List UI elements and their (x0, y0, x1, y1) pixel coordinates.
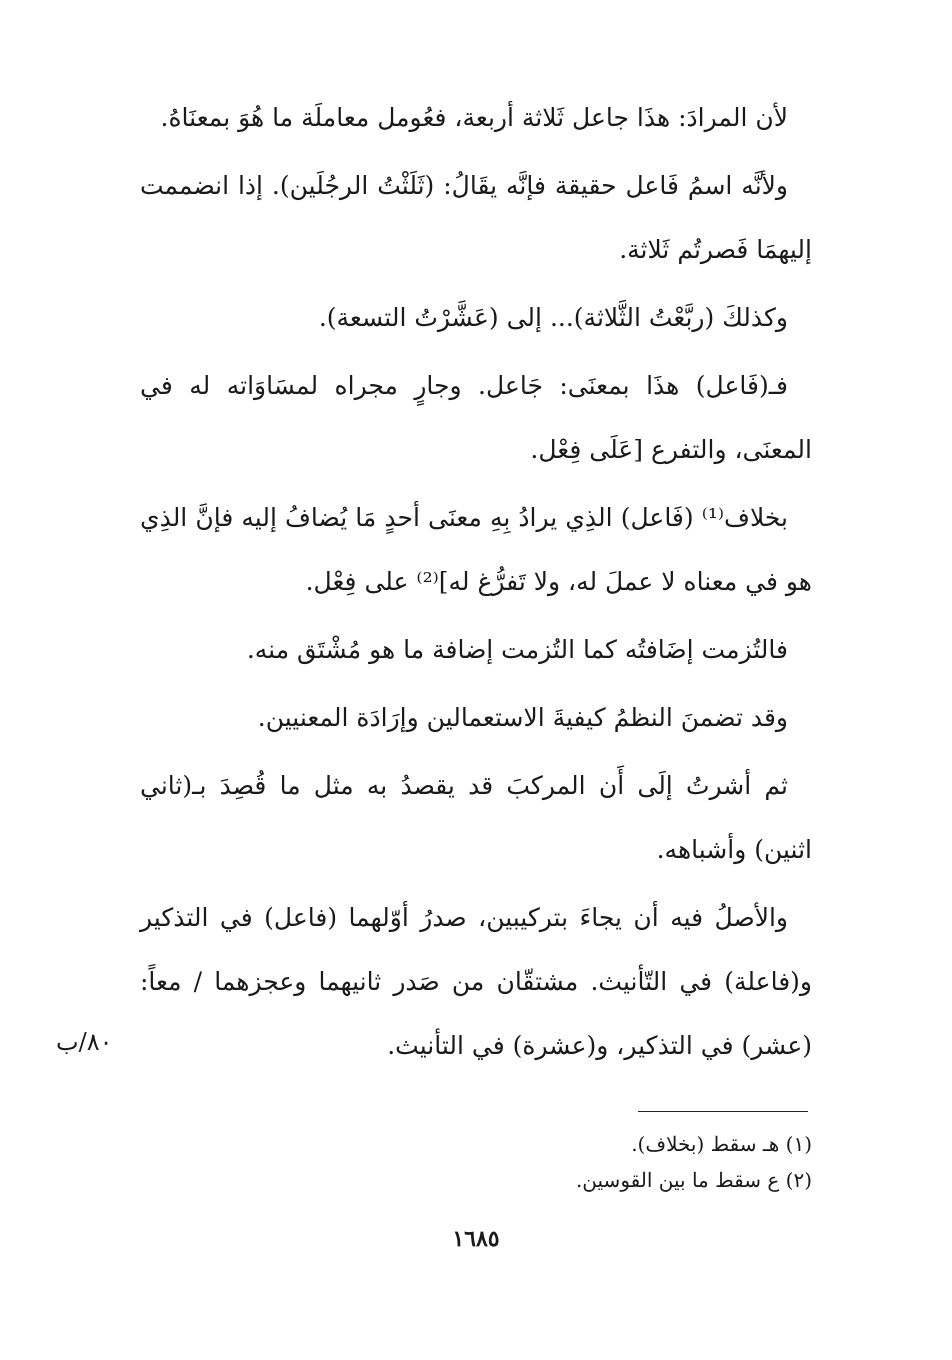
page-number: ١٦٨٥ (452, 1226, 500, 1252)
paragraph: بخلاف⁽¹⁾ (فَاعل) الذِي يرادُ بِهِ معنَى أحدٍ مَا يُضافُ إليه فإنَّ الذِي هو في معناه لا عملَ له، ولا تَفرُّغ له]⁽²⁾ على فِعْل. (140, 503, 812, 596)
footnote-divider (638, 1111, 808, 1112)
paragraph: وكذلكَ (ربَّعْتُ الثَّلاثة)... إلى (عَشَّرْتُ التسعة). (318, 303, 788, 332)
paragraph: والأصلُ فيه أن يجاءَ بتركيبين، صدرُ أوّلهما (فاعل) في التذكير و(فاعلة) في التّأنيث. مشتقّان من صَدر ثانيهما وعجزهما / معاً: (عشر) في التذكير، و(عشرة) في التأنيث. (140, 903, 812, 1060)
paragraph: وقد تضمنَ النظمُ كيفيةَ الاستعمالين وإرَادَة المعنيين. (257, 703, 788, 732)
main-text (140, 86, 812, 1078)
footnote: (١) هـ سقط (بخلاف). (631, 1132, 812, 1156)
paragraph: ولأنَّه اسمُ فَاعل حقيقة فإنَّه يقَالُ: (ثَلَثْتُ الرجُلَين). إذا انضممت إليهمَا فَصرتُم ثَلاثة. (140, 171, 812, 264)
footnotes (300, 1126, 812, 1198)
paragraph: ثم أشرتُ إلَى أَن المركبَ قد يقصدُ به مثل ما قُصِدَ بـ(ثاني اثنين) وأشباهه. (140, 771, 812, 864)
paragraph: فـ(فَاعل) هذَا بمعنَى: جَاعل. وجارٍ مجراه لمسَاوَاته له في المعنَى، والتفرع [عَلَى فِعْل. (140, 371, 812, 464)
margin-folio-note: ٨٠/ب (56, 1028, 113, 1056)
paragraph: لأن المرادَ: هذَا جاعل ثَلاثة أربعة، فعُومل معاملَة ما هُوَ بمعنَاهُ. (160, 103, 788, 132)
paragraph: فالتُزمت إضَافتُه كما التُزمت إضافة ما هو مُشْتَق منه. (246, 635, 788, 664)
footnote: (٢) ع سقط ما بين القوسين. (575, 1168, 812, 1192)
